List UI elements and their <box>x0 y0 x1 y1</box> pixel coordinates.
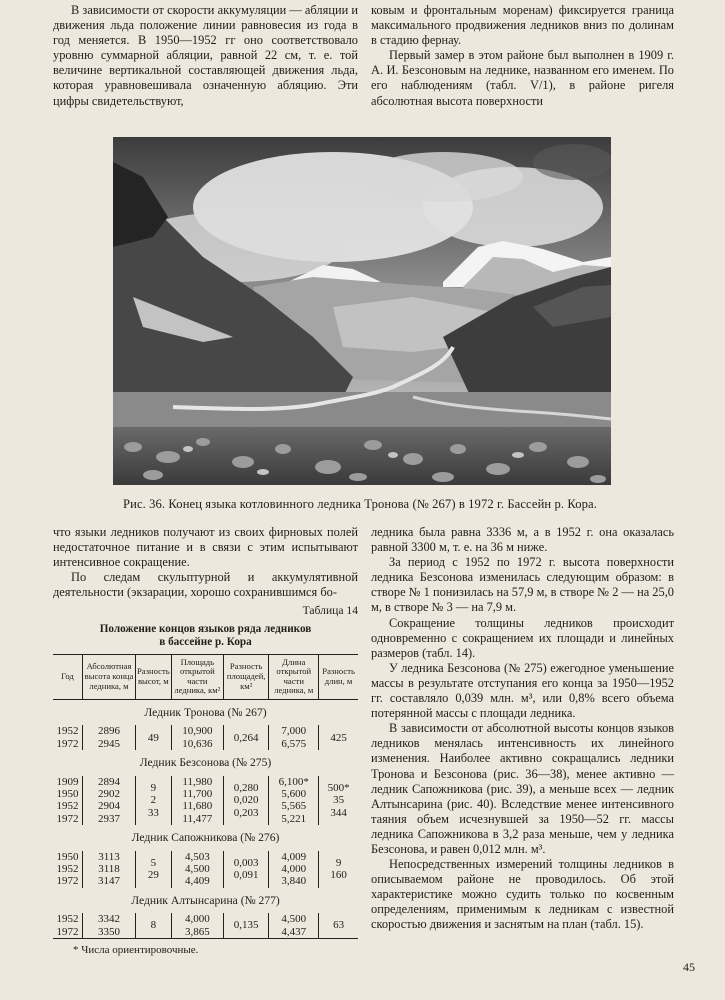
cell-value: 4,500 <box>281 913 307 926</box>
cell-value: 33 <box>147 806 159 819</box>
cell-value: 49 <box>147 731 159 744</box>
cell-area-diff <box>224 725 269 750</box>
cell-heights <box>82 776 135 826</box>
glacier-photo <box>113 137 611 485</box>
cell-value: 1952 <box>56 800 79 813</box>
cell-value: 2904 <box>98 800 120 813</box>
paragraph: ковым и фронтальным моренам) фиксируется граница максимального продвижения ледников вниз по долинам в стадию фернау. <box>371 3 674 48</box>
cell-value: 63 <box>333 919 345 932</box>
cell-area-diff <box>224 776 269 826</box>
cell-value: 5,600 <box>281 787 307 800</box>
table-row <box>53 851 358 888</box>
cell-value: 29 <box>147 869 159 882</box>
cell-value: 3342 <box>98 913 120 926</box>
cell-value: 0,280 <box>233 781 259 794</box>
cell-area-diff <box>224 851 269 888</box>
cell-value: 4,503 <box>184 850 210 863</box>
table-title-line: Положение концов языков ряда ледников <box>99 622 312 635</box>
header-year: Год <box>53 654 82 699</box>
paragraph: Непосредственных измерений толщины ледников в описываемом районе не проводилось. Об этой характеристике можно судить только по косвенным определениям, применимым к ледникам с известной скоростью движения и заснятым на план (табл. 15). <box>371 857 674 932</box>
cell-value: 11,680 <box>182 800 213 813</box>
table-group-header <box>53 699 358 725</box>
paragraph: В зависимости от скорости аккумуляции — абляции и движения льда положение линии равновесия из года в год меняется. В 1950—1952 гг оно соответствовало уровню суммарной абляции, равной 22 см, т. е. той величине вертикальной составляющей движения льда, которая уравновешивала означенную абляцию. Эти цифры свидетельствуют, <box>53 3 358 108</box>
cell-value: 3118 <box>98 863 120 875</box>
cell-length-diff <box>319 776 358 826</box>
cell-value: 10,636 <box>182 737 213 750</box>
cell-value: 2937 <box>98 812 120 825</box>
cell-value: 6,575 <box>281 737 307 750</box>
cell-lengths <box>269 851 319 888</box>
cell-areas <box>171 725 223 750</box>
table-row <box>53 776 358 826</box>
cell-lengths <box>269 776 319 826</box>
cell-value: 3147 <box>98 875 120 888</box>
glacier-table <box>53 654 358 939</box>
paragraph: У ледника Безсонова (№ 275) ежегодное уменьшение массы в результате отступания его конца за 1950—1952 гг. составляло 0,039 млн. м³, или 0,8% всего объема потерянной массы с площади ледника. <box>371 660 674 721</box>
table-group-header <box>53 888 358 913</box>
cell-height-diff <box>136 725 172 750</box>
table-title <box>53 623 358 649</box>
cell-value: 1952 <box>56 725 79 738</box>
cell-height-diff <box>136 776 172 826</box>
paragraph: Сокращение толщины ледников происходит одновременно с сокращением их площади и линейных размеров (табл. 14). <box>371 615 674 660</box>
cell-value: 0,264 <box>233 731 259 744</box>
figure-caption: Рис. 36. Конец языка котловинного ледника Тронова (№ 267) в 1972 г. Бассейн р. Кора. <box>123 497 597 511</box>
cell-years <box>53 725 82 750</box>
cell-value: 4,000 <box>184 913 210 926</box>
cell-value: 0,135 <box>233 919 259 932</box>
text-column-bottom-right <box>371 525 674 933</box>
paragraph: За период с 1952 по 1972 г. высота поверхности ледника Безсонова изменилась следующим образом: в створе № 1 понизилась на 57,9 м, в створе № 2 — на 25,0 м, в створе № 3 — на 7,9 м. <box>371 555 674 615</box>
cell-value: 3,865 <box>184 925 210 938</box>
cell-value: 8 <box>150 919 157 932</box>
cell-value: 3,840 <box>281 875 307 888</box>
paragraph: В зависимости от абсолютной высоты концов языков ледников менялась интенсивность их линейного изменения. Наиболее активно сокращались ледники Тронова и Безсонова (рис. 36—38), менее активно — ледник Сапожникова (рис. 39), а меньше всех — ледник Алтынсарина (рис. 40). Вследствие менее интенсивного таяния объем исчезнувшей за 1950—52 гг. массы ледника Сапожникова в 3,2 раза меньше, чем у ледника Безсонова, и равен 0,012 млн. м³. <box>371 721 674 856</box>
cell-length-diff <box>319 913 358 938</box>
cell-value: 1972 <box>56 875 79 888</box>
cell-value: 3350 <box>98 925 120 938</box>
cell-value: 2945 <box>98 737 120 750</box>
table-group-header <box>53 825 358 850</box>
header-height: Абсолютная высота конца ледника, м <box>82 654 135 699</box>
cell-length-diff <box>319 851 358 888</box>
cell-value: 4,500 <box>184 863 210 875</box>
table-group-header <box>53 750 358 775</box>
cell-value: 1972 <box>56 925 79 938</box>
cell-value: 4,409 <box>184 875 210 888</box>
cell-value: 160 <box>330 869 347 882</box>
paragraph: Первый замер в этом районе был выполнен в 1909 г. А. И. Безсоновым на леднике, названном его именем. По его наблюдениям (табл. V/1), в районе ригеля абсолютная высота поверхности <box>371 48 674 108</box>
cell-value: 4,437 <box>281 925 307 938</box>
cell-value: 35 <box>333 794 345 807</box>
cell-value: 500* <box>327 781 350 794</box>
cell-lengths <box>269 725 319 750</box>
glacier-name: Ледник Безсонова (№ 275) <box>139 756 272 770</box>
cell-value: 9 <box>335 856 342 869</box>
cell-value: 2894 <box>98 775 120 788</box>
cell-value: 2896 <box>98 725 120 738</box>
glacier-name: Ледник Алтынсарина (№ 277) <box>131 893 280 907</box>
cell-heights <box>82 725 135 750</box>
text-column-top-right <box>371 3 674 109</box>
header-length-diff: Разность длин, м <box>319 654 358 699</box>
paragraph: что языки ледников получают из своих фирновых полей недостаточное питание и в связи с этим испытывают интенсивное сокращение. <box>53 525 358 570</box>
header-area: Площадь открытой части ледника, км² <box>171 654 223 699</box>
cell-areas <box>171 851 223 888</box>
glacier-name: Ледник Сапожникова (№ 276) <box>131 831 280 845</box>
cell-value: 0,091 <box>233 869 259 882</box>
cell-value: 9 <box>150 781 157 794</box>
cell-value: 1972 <box>56 812 79 825</box>
table-row <box>53 725 358 750</box>
cell-value: 0,020 <box>233 794 259 807</box>
cell-value: 5,565 <box>281 800 307 813</box>
header-length: Длина открытой части ледника, м <box>269 654 319 699</box>
cell-length-diff <box>319 725 358 750</box>
cell-value: 5,221 <box>281 812 307 825</box>
cell-lengths <box>269 913 319 938</box>
cell-heights <box>82 851 135 888</box>
cell-value: 3113 <box>98 850 120 863</box>
table-header-row <box>53 654 358 699</box>
cell-value: 1952 <box>56 913 79 926</box>
cell-value: 0,203 <box>233 806 259 819</box>
cell-height-diff <box>136 851 172 888</box>
cell-value: 1950 <box>56 850 79 863</box>
cell-years <box>53 776 82 826</box>
glacier-name: Ледник Тронова (№ 267) <box>144 705 267 719</box>
table-footnote: * Числа ориентировочные. <box>73 944 199 957</box>
cell-value: 5 <box>150 856 157 869</box>
cell-years <box>53 851 82 888</box>
cell-value: 11,477 <box>182 812 213 825</box>
cell-value: 0,003 <box>233 856 259 869</box>
cell-value: 344 <box>330 806 347 819</box>
paragraph: ледника была равна 3336 м, а в 1952 г. она оказалась равной 3300 м, т. е. на 36 м ниже. <box>371 525 674 555</box>
text-column-top-left <box>53 3 358 109</box>
cell-height-diff <box>136 913 172 938</box>
cell-value: 7,000 <box>281 725 307 738</box>
cell-value: 1909 <box>56 775 79 788</box>
table-title-line: в бассейне р. Кора <box>159 635 252 648</box>
cell-value: 6,100* <box>278 775 309 788</box>
cell-value: 2 <box>150 794 157 807</box>
cell-areas <box>171 776 223 826</box>
cell-value: 11,980 <box>182 775 213 788</box>
paragraph: По следам скульптурной и аккумулятивной деятельности (экзарации, хорошо сохранившимся бо- <box>53 570 358 600</box>
cell-value: 10,900 <box>182 725 213 738</box>
cell-heights <box>82 913 135 938</box>
cell-areas <box>171 913 223 938</box>
cell-value: 4,009 <box>281 850 307 863</box>
header-area-diff: Разность площадей, км² <box>224 654 269 699</box>
cell-value: 11,700 <box>182 787 213 800</box>
page-number: 45 <box>683 960 695 974</box>
cell-area-diff <box>224 913 269 938</box>
table-row <box>53 913 358 938</box>
cell-value: 1950 <box>56 787 79 800</box>
text-column-bottom-left <box>53 525 358 958</box>
header-height-diff: Разность высот, м <box>136 654 172 699</box>
cell-value: 4,000 <box>281 863 307 875</box>
cell-value: 2902 <box>98 787 120 800</box>
cell-value: 1972 <box>56 737 79 750</box>
cell-value: 425 <box>330 731 347 744</box>
cell-value: 1952 <box>56 863 79 875</box>
table-number: Таблица 14 <box>302 604 358 618</box>
cell-years <box>53 913 82 938</box>
